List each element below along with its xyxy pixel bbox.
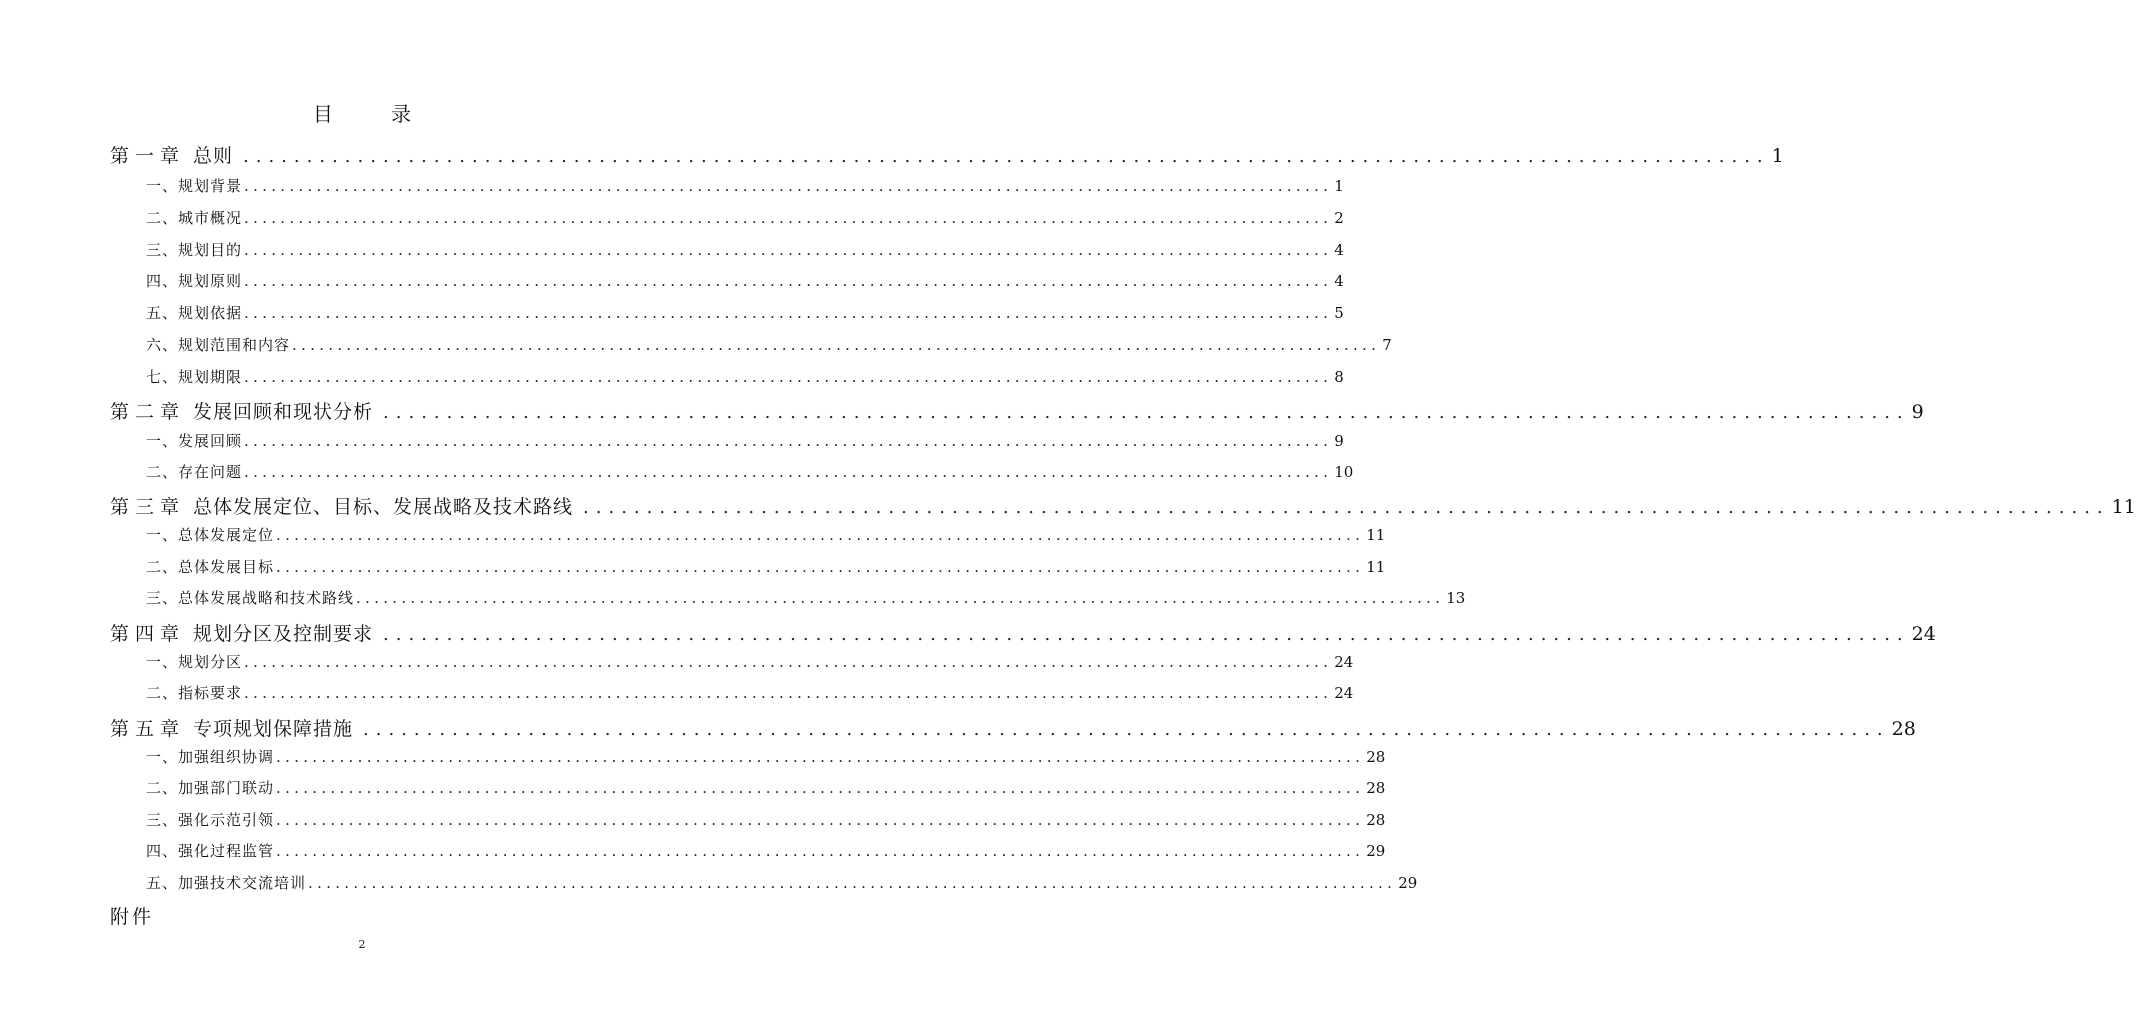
toc-page-number: 1 — [1334, 177, 1344, 195]
toc-section-label: 一、加强组织协调 — [146, 748, 275, 766]
toc-leader-dots: ........................................................................................................................ — [244, 463, 1333, 481]
toc-leader-dots: ........................................................................................................................ — [244, 272, 1333, 290]
toc-leader-dots: ........................................................................................................................ — [363, 719, 1890, 740]
toc-chapter-title: 专项规划保障措施 — [193, 718, 354, 740]
toc-leader-dots: ........................................................................................................................ — [583, 497, 2110, 518]
toc-page-number: 29 — [1366, 842, 1386, 860]
toc-page-number: 2 — [1334, 209, 1344, 227]
toc-chapter-title: 总体发展定位、目标、发展战略及技术路线 — [193, 496, 574, 518]
toc-section-entry[interactable] — [146, 777, 1386, 798]
toc-section-entry[interactable] — [146, 302, 1344, 323]
toc-leader-dots: ........................................................................................................................ — [276, 811, 1365, 829]
toc-page-number: 13 — [1446, 589, 1466, 607]
toc-page-number: 10 — [1334, 463, 1354, 481]
toc-page-number: 8 — [1334, 368, 1344, 386]
toc-section-entry[interactable] — [146, 872, 1418, 893]
toc-leader-dots: ........................................................................................................................ — [244, 368, 1333, 386]
toc-section-entry[interactable] — [146, 556, 1386, 577]
toc-chapter-title: 发展回顾和现状分析 — [193, 401, 374, 423]
toc-section-label: 一、规划分区 — [146, 653, 243, 671]
toc-title: 目 录 — [312, 102, 438, 126]
toc-section-label: 二、总体发展目标 — [146, 558, 275, 576]
toc-section-entry[interactable] — [146, 809, 1386, 830]
toc-chapter-title: 规划分区及控制要求 — [193, 623, 374, 645]
toc-chapter-entry[interactable] — [110, 619, 1936, 646]
toc-leader-dots: ........................................................................................................................ — [383, 624, 1910, 645]
toc-chapter-entry[interactable] — [110, 714, 1916, 741]
toc-section-entry[interactable] — [146, 746, 1386, 767]
toc-leader-dots: ........................................................................................................................ — [276, 842, 1365, 860]
toc-leader-dots: ........................................................................................................................ — [276, 748, 1365, 766]
toc-section-entry[interactable] — [146, 587, 1466, 608]
toc-section-label: 四、强化过程监管 — [146, 842, 275, 860]
toc-section-label: 七、规划期限 — [146, 368, 243, 386]
toc-chapter-label — [110, 714, 353, 741]
toc-chapter-title: 总则 — [193, 145, 234, 167]
toc-leader-dots: ........................................................................................................................ — [244, 653, 1333, 671]
toc-leader-dots: ........................................................................................................................ — [276, 779, 1365, 797]
toc-chapter-entry[interactable] — [110, 492, 2136, 519]
toc-section-entry[interactable] — [146, 239, 1344, 260]
toc-section-entry[interactable] — [146, 651, 1354, 672]
toc-page-number: 9 — [1911, 401, 1924, 423]
toc-page-number: 11 — [1366, 526, 1386, 544]
appendix-heading: 附件 — [110, 906, 155, 928]
toc-leader-dots: ........................................................................................................................ — [276, 558, 1365, 576]
toc-page-number: 7 — [1382, 336, 1392, 354]
toc-page-number: 28 — [1891, 718, 1916, 740]
toc-chapter-number: 第四章 — [110, 623, 186, 645]
toc-section-entry[interactable] — [146, 175, 1344, 196]
toc-section-label: 五、规划依据 — [146, 304, 243, 322]
toc-section-entry[interactable] — [146, 840, 1386, 861]
toc-leader-dots: ........................................................................................................................ — [243, 146, 1770, 167]
toc-page-number: 24 — [1911, 623, 1936, 645]
toc-chapter-label — [110, 141, 233, 168]
toc-section-entry[interactable] — [146, 334, 1392, 355]
toc-page-number: 5 — [1334, 304, 1344, 322]
toc-page-number: 24 — [1334, 684, 1354, 702]
toc-page-number: 11 — [2111, 496, 2136, 518]
toc-page-number: 28 — [1366, 779, 1386, 797]
toc-chapter-label — [110, 619, 373, 646]
toc-page-number: 29 — [1398, 874, 1418, 892]
toc-section-label: 三、强化示范引领 — [146, 811, 275, 829]
toc-chapter-entry[interactable] — [110, 141, 1784, 168]
toc-leader-dots: ........................................................................................................................ — [308, 874, 1397, 892]
toc-leader-dots: ........................................................................................................................ — [244, 241, 1333, 259]
toc-chapter-number: 第三章 — [110, 496, 186, 518]
toc-section-label: 三、规划目的 — [146, 241, 243, 259]
toc-page-number: 24 — [1334, 653, 1354, 671]
toc-section-label: 一、总体发展定位 — [146, 526, 275, 544]
toc-leader-dots: ........................................................................................................................ — [292, 336, 1381, 354]
toc-section-entry[interactable] — [146, 366, 1344, 387]
page-number: 2 — [358, 938, 366, 951]
toc-section-label: 六、规划范围和内容 — [146, 336, 291, 354]
toc-section-label: 二、指标要求 — [146, 684, 243, 702]
toc-section-entry[interactable] — [146, 461, 1354, 482]
toc-page-number: 9 — [1334, 432, 1344, 450]
toc-page-number: 11 — [1366, 558, 1386, 576]
toc-section-label: 三、总体发展战略和技术路线 — [146, 589, 355, 607]
toc-leader-dots: ........................................................................................................................ — [244, 177, 1333, 195]
toc-page-number: 4 — [1334, 272, 1344, 290]
toc-section-label: 一、发展回顾 — [146, 432, 243, 450]
toc-leader-dots: ........................................................................................................................ — [356, 589, 1445, 607]
toc-section-entry[interactable] — [146, 430, 1344, 451]
toc-chapter-number: 第五章 — [110, 718, 186, 740]
toc-leader-dots: ........................................................................................................................ — [244, 304, 1333, 322]
toc-section-label: 二、存在问题 — [146, 463, 243, 481]
toc-chapter-label — [110, 397, 373, 424]
toc-chapter-number: 第一章 — [110, 145, 186, 167]
toc-section-entry[interactable] — [146, 524, 1386, 545]
toc-section-label: 五、加强技术交流培训 — [146, 874, 307, 892]
toc-chapter-number: 第二章 — [110, 401, 186, 423]
toc-chapter-entry[interactable] — [110, 397, 1924, 424]
toc-section-entry[interactable] — [146, 682, 1354, 703]
toc-leader-dots: ........................................................................................................................ — [244, 432, 1333, 450]
toc-page-number: 4 — [1334, 241, 1344, 259]
toc-section-label: 二、城市概况 — [146, 209, 243, 227]
toc-section-label: 四、规划原则 — [146, 272, 243, 290]
toc-leader-dots: ........................................................................................................................ — [244, 209, 1333, 227]
toc-page-number: 28 — [1366, 811, 1386, 829]
toc-section-label: 一、规划背景 — [146, 177, 243, 195]
toc-section-label: 二、加强部门联动 — [146, 779, 275, 797]
toc-leader-dots: ........................................................................................................................ — [383, 402, 1910, 423]
toc-page-number: 1 — [1771, 145, 1784, 167]
toc-leader-dots: ........................................................................................................................ — [244, 684, 1333, 702]
toc-leader-dots: ........................................................................................................................ — [276, 526, 1365, 544]
toc-chapter-label — [110, 492, 573, 519]
toc-section-entry[interactable] — [146, 207, 1344, 228]
toc-page-number: 28 — [1366, 748, 1386, 766]
toc-section-entry[interactable] — [146, 270, 1344, 291]
